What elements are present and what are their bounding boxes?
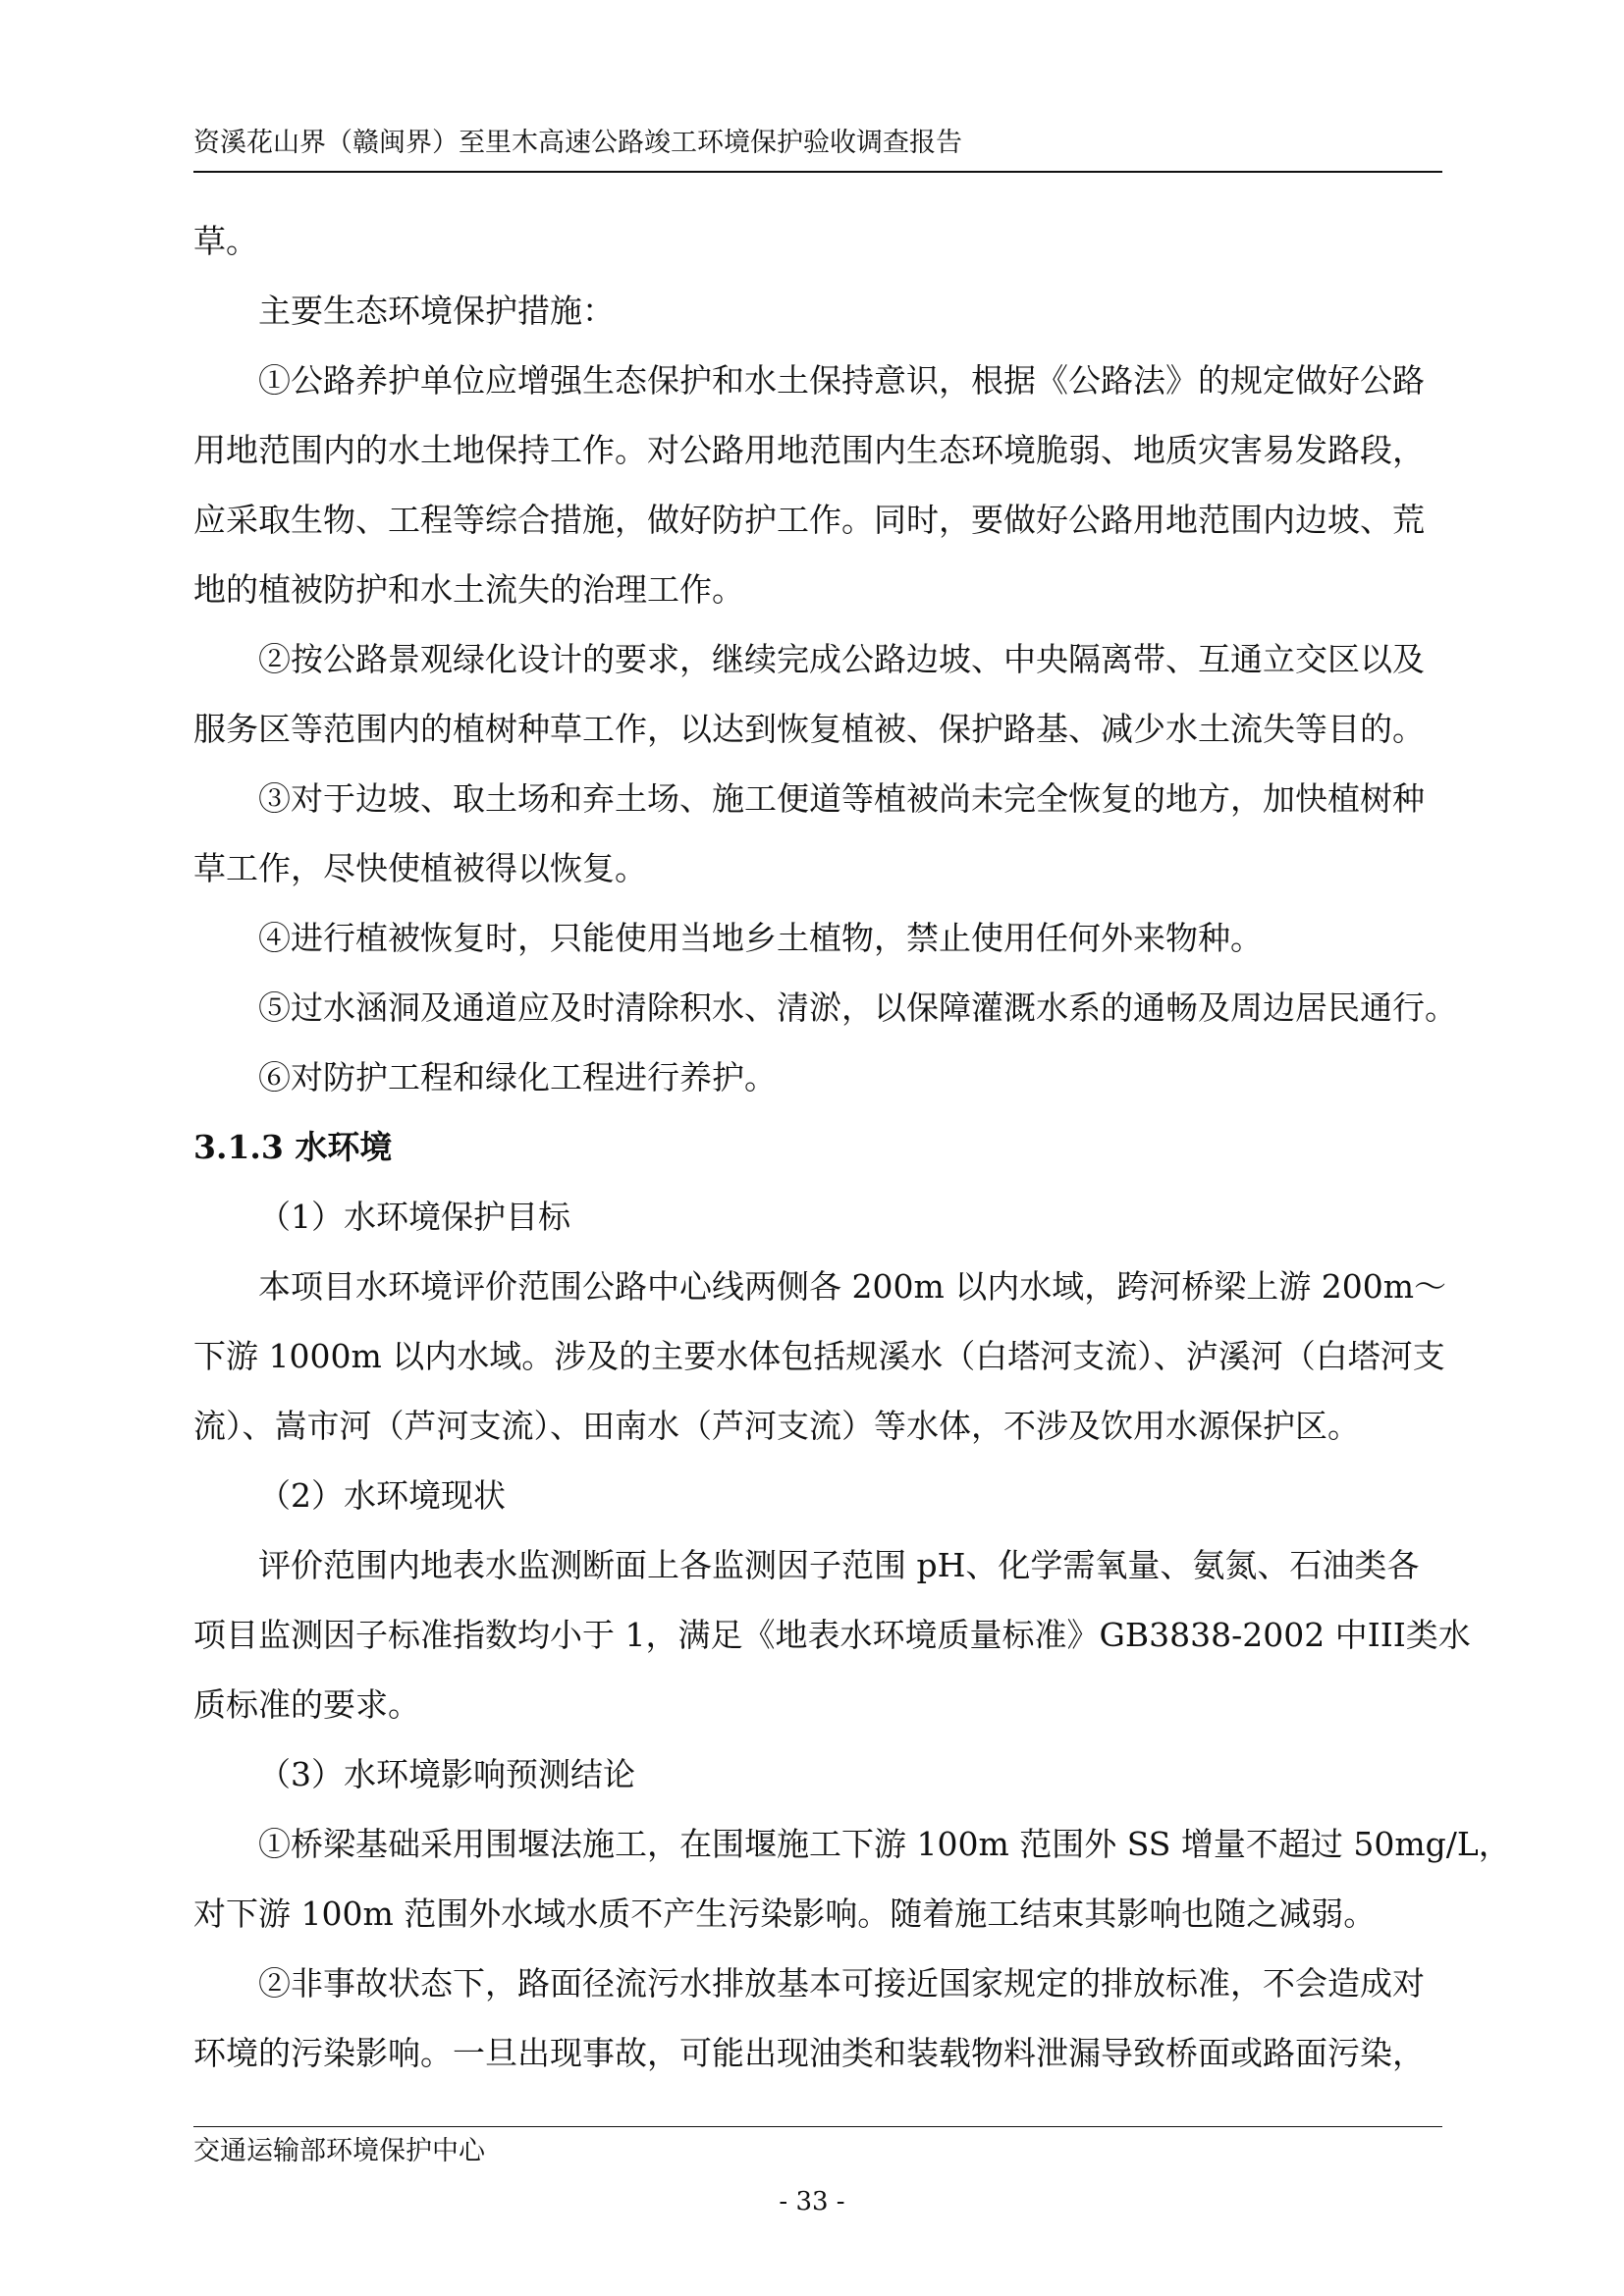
- text-line: 主要生态环境保护措施：: [258, 292, 615, 330]
- text-line: ②非事故状态下，路面径流污水排放基本可接近国家规定的排放标准，不会造成对: [258, 1964, 1425, 2002]
- footer-organization: 交通运输部环境保护中心: [193, 2136, 485, 2166]
- text-line: ①桥梁基础采用围堰法施工，在围堰施工下游 100m 范围外 SS 增量不超过 50mg/L，: [258, 1825, 1511, 1863]
- text-line: 草。: [193, 222, 258, 260]
- text-line: 用地范围内的水土地保持工作。对公路用地范围内生态环境脆弱、地质灾害易发路段，: [193, 431, 1425, 469]
- text-line: 地的植被防护和水土流失的治理工作。: [193, 570, 744, 609]
- text-line: 服务区等范围内的植树种草工作，以达到恢复植被、保护路基、减少水土流失等目的。: [193, 710, 1425, 748]
- page-number: - 33 -: [779, 2187, 845, 2216]
- subsection-heading: （2）水环境现状: [258, 1476, 506, 1515]
- text-line: 评价范围内地表水监测断面上各监测因子范围 pH、化学需氧量、氨氮、石油类各: [258, 1546, 1420, 1584]
- text-line: ⑤过水涵洞及通道应及时清除积水、清淤，以保障灌溉水系的通畅及周边居民通行。: [258, 988, 1457, 1027]
- text-line: 本项目水环境评价范围公路中心线两侧各 200m 以内水域，跨河桥梁上游 200m～: [258, 1267, 1447, 1306]
- text-line: 下游 1000m 以内水域。涉及的主要水体包括规溪水（白塔河支流）、泸溪河（白塔河支: [193, 1337, 1445, 1375]
- text-line: 项目监测因子标准指数均小于 1，满足《地表水环境质量标准》GB3838-2002 中III类水: [193, 1616, 1471, 1654]
- text-line: ②按公路景观绿化设计的要求，继续完成公路边坡、中央隔离带、互通立交区以及: [258, 640, 1425, 678]
- text-line: 质标准的要求。: [193, 1685, 420, 1724]
- running-header: 资溪花山界（赣闽界）至里木高速公路竣工环境保护验收调查报告: [193, 128, 962, 158]
- section-heading: 3.1.3 水环境: [193, 1128, 393, 1166]
- header-divider: [193, 171, 1442, 173]
- text-line: ④进行植被恢复时，只能使用当地乡土植物，禁止使用任何外来物种。: [258, 919, 1263, 957]
- text-line: 流）、嵩市河（芦河支流）、田南水（芦河支流）等水体，不涉及饮用水源保护区。: [193, 1407, 1360, 1445]
- subsection-heading: （3）水环境影响预测结论: [258, 1755, 635, 1793]
- text-line: ⑥对防护工程和绿化工程进行养护。: [258, 1058, 777, 1096]
- text-line: 环境的污染影响。一旦出现事故，可能出现油类和装载物料泄漏导致桥面或路面污染，: [193, 2034, 1425, 2072]
- text-line: 草工作，尽快使植被得以恢复。: [193, 849, 647, 887]
- text-line: 应采取生物、工程等综合措施，做好防护工作。同时，要做好公路用地范围内边坡、荒: [193, 501, 1425, 539]
- text-line: ①公路养护单位应增强生态保护和水土保持意识，根据《公路法》的规定做好公路: [258, 361, 1425, 400]
- text-line: 对下游 100m 范围外水域水质不产生污染影响。随着施工结束其影响也随之减弱。: [193, 1895, 1377, 1933]
- text-line: ③对于边坡、取土场和弃土场、施工便道等植被尚未完全恢复的地方，加快植树种: [258, 779, 1425, 818]
- footer-divider: [193, 2126, 1442, 2127]
- page-body: [193, 206, 1511, 2088]
- subsection-heading: （1）水环境保护目标: [258, 1198, 570, 1236]
